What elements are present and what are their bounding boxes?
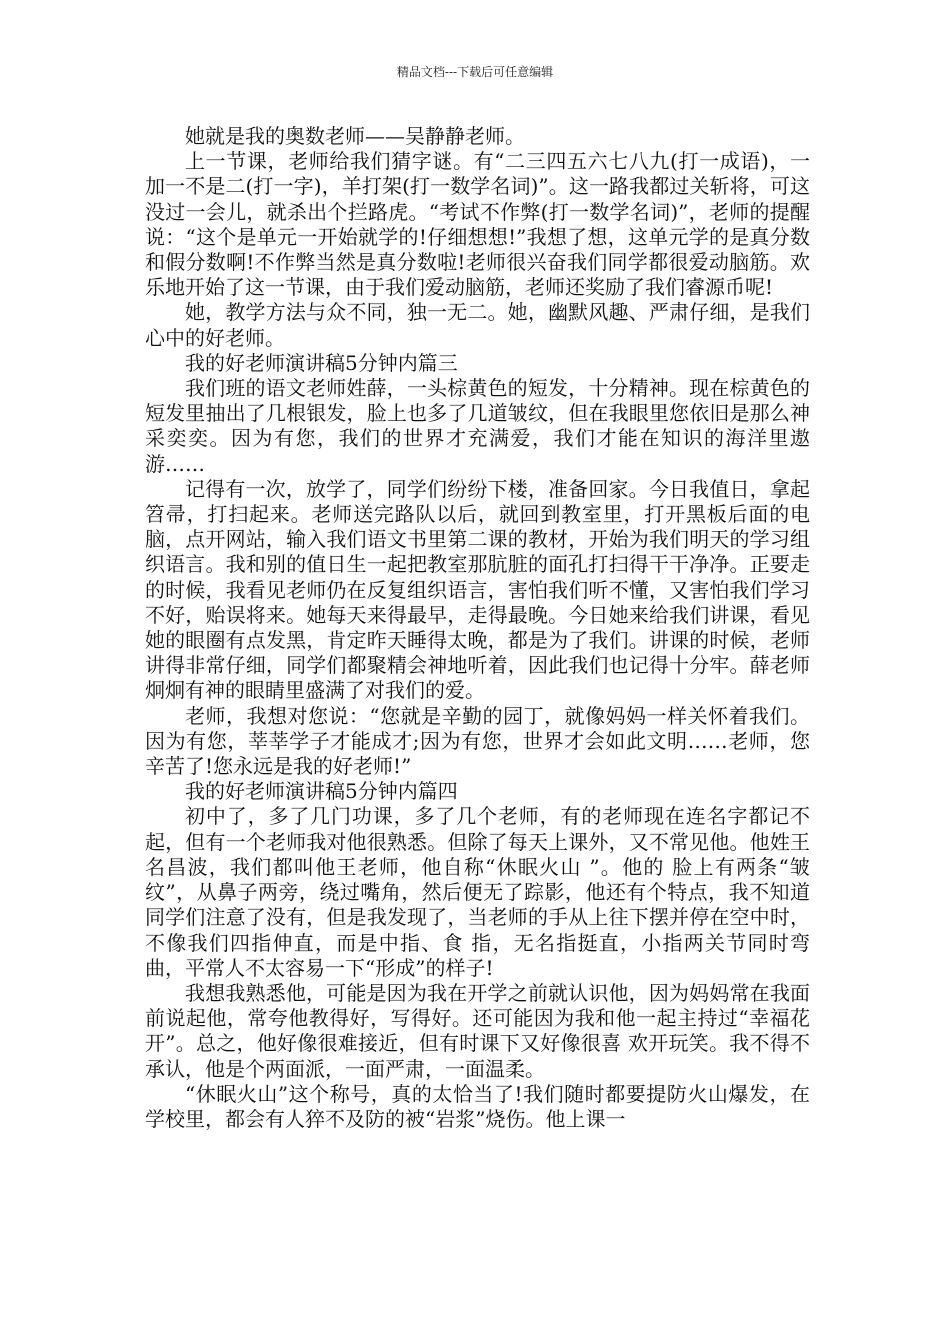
paragraph: 老师，我想对您说：“您就是辛勤的园丁，就像妈妈一样关怀着我们。因为有您，莘莘学子才能成才;因为有您，世界才会如此文明……老师，您辛苦了!您永远是我的好老师!”: [145, 703, 810, 779]
page-header: 精品文档---下载后可任意编辑: [396, 65, 554, 79]
paragraph: 她就是我的奥数老师——吴静静老师。: [185, 124, 525, 148]
paragraph: 上一节课，老师给我们猜字谜。有“二三四五六七八九(打一成语)，一加一不是二(打一字)，羊打架(打一数学名词)”。这一路我都过关斩将，可这没过一会儿，就杀出个拦路虎。“考试不作弊(打一数学名词)”，老师的提醒说：“这个是单元一开始就学的!仔细想想!”我想了想，这单元学的是真分数和假分数啊!不作弊当然是真分数啦!老师很兴奋我们同学都很爱动脑筋。欢乐地开始了这一节课，由于我们爱动脑筋，老师还奖励了我们睿源币呢!: [145, 149, 810, 300]
section-heading: 我的好老师演讲稿5分钟内篇四: [185, 779, 458, 804]
document-body: [145, 124, 810, 1132]
paragraph: 初中了，多了几门功课，多了几个老师，有的老师现在连名字都记不起，但有一个老师我对他很熟悉。但除了每天上课外，又不常见他。他姓王名昌波，我们都叫他王老师，他自称“休眠火山 ”。他的 脸上有两条“皱纹”，从鼻子两旁，绕过嘴角，然后便无了踪影，他还有个特点，我不知道同学们注意了没有，但是我发现了，当老师的手从上往下摆并停在空中时，不像我们四指伸直，而是中指、食 指，无名指挺直，小指两关节同时弯曲，平常人不太容易一下“形成”的样子!: [145, 804, 810, 980]
section-heading: 我的好老师演讲稿5分钟内篇三: [185, 350, 458, 375]
paragraph: 她，教学方法与众不同，独一无二。她，幽默风趣、严肃仔细，是我们心中的好老师。: [145, 300, 810, 350]
paragraph: 我想我熟悉他，可能是因为我在开学之前就认识他，因为妈妈常在我面前说起他，常夸他教得好，写得好。还可能因为我和他一起主持过“幸福花开”。总之，他好像很难接近，但有时课下又好像很喜 欢开玩笑。我不得不承认，他是个两面派，一面严肃，一面温柔。: [145, 980, 810, 1081]
paragraph: 我们班的语文老师姓薛，一头棕黄色的短发，十分精神。现在棕黄色的短发里抽出了几根银发，脸上也多了几道皱纹，但在我眼里您依旧是那么神采奕奕。因为有您，我们的世界才充满爱，我们才能在知识的海洋里遨游……: [145, 376, 810, 476]
paragraph: 记得有一次，放学了，同学们纷纷下楼，准备回家。今日我值日，拿起笤帚，打扫起来。老师送完路队以后，就回到教室里，打开黑板后面的电脑，点开网站，输入我们语文书里第二课的教材，开始为我们明天的学习组织语言。我和别的值日生一起把教室那肮脏的面孔打扫得干干净净。正要走的时候，我看见老师仍在反复组织语言，害怕我们听不懂，又害怕我们学习不好，贻误将来。她每天来得最早，走得最晚。今日她来给我们讲课，看见她的眼圈有点发黑，肯定昨天睡得太晚，都是为了我们。讲课的时候，老师讲得非常仔细，同学们都聚精会神地听着，因此我们也记得十分牢。薛老师炯炯有神的眼睛里盛满了对我们的爱。: [145, 476, 810, 703]
paragraph: “休眠火山”这个称号，真的太恰当了!我们随时都要提防火山爆发，在学校里，都会有人猝不及防的被“岩浆”烧伤。他上课一: [145, 1081, 810, 1131]
